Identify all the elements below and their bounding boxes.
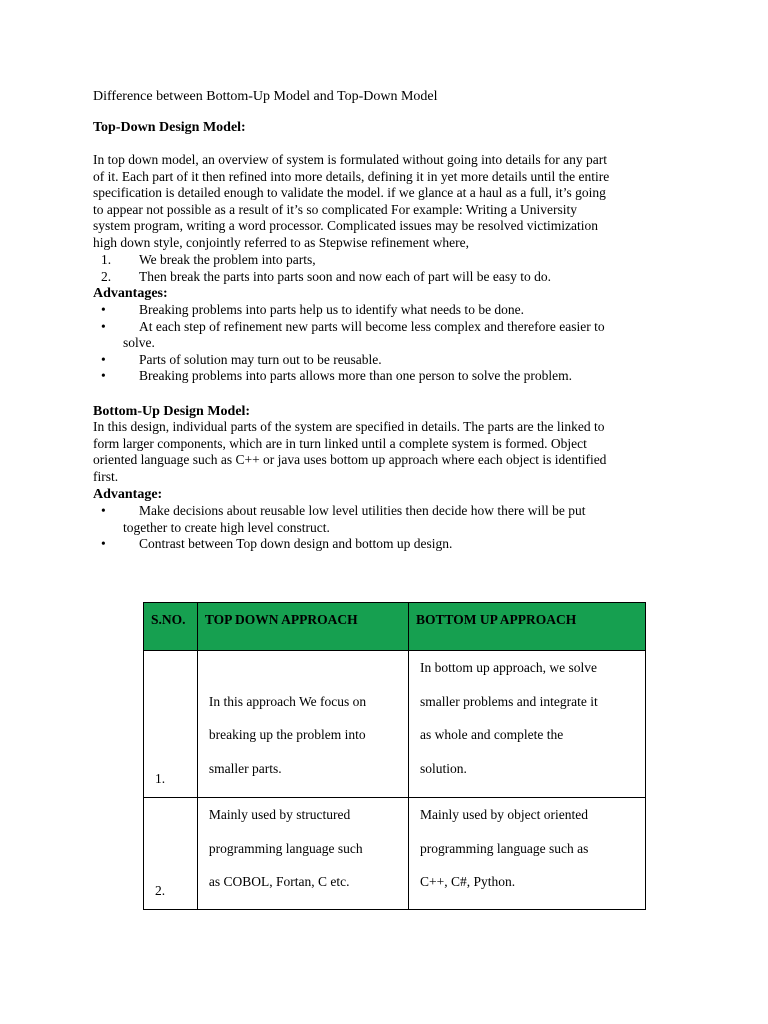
top-down-paragraph <box>93 152 693 252</box>
bottom-up-advantages-list <box>93 503 693 553</box>
paragraph-line: to appear not possible as a result of it’s so complicated For example: Writing a University <box>93 201 577 217</box>
bullet-icon: • <box>101 351 106 367</box>
bottom-up-paragraph <box>93 419 693 485</box>
list-item-text: Make decisions about reusable low level utilities then decide how there will be put <box>139 503 586 518</box>
list-item <box>93 536 693 553</box>
paragraph-line: of it. Each part of it then refined into more details, defining it in yet more details until the entire <box>93 168 610 184</box>
list-item-text: Parts of solution may turn out to be reusable. <box>139 351 382 367</box>
table-row <box>144 651 646 798</box>
cell-line: Mainly used by structured <box>208 807 351 822</box>
bullet-icon: • <box>101 503 106 518</box>
list-item <box>93 352 693 369</box>
list-item-text: Contrast between Top down design and bottom up design. <box>139 536 453 552</box>
cell-line: as COBOL, Fortan, C etc. <box>208 874 350 889</box>
paragraph-line: form larger components, which are in turn linked until a complete system is formed. Object <box>93 435 587 451</box>
bullet-icon: • <box>101 368 106 384</box>
paragraph-line: specification is detailed enough to validate the model. if we glance at a haul as a full, it’s going <box>93 185 606 201</box>
bottom-up-heading: Bottom-Up Design Model: <box>93 404 251 419</box>
table-header-row <box>144 603 646 651</box>
document-title: Difference between Bottom-Up Model and Top-Down Model <box>93 89 438 104</box>
list-item <box>93 269 693 286</box>
bullet-icon: • <box>101 302 106 317</box>
paragraph-line: high down style, conjointly referred to as Stepwise refinement where, <box>93 234 470 250</box>
list-item-continuation: solve. <box>123 335 155 351</box>
cell-line: smaller parts. <box>208 760 282 776</box>
list-number: 2. <box>101 268 112 284</box>
header-top-down <box>197 603 408 651</box>
list-number: 1. <box>101 252 112 267</box>
list-item-text: Breaking problems into parts allows more than one person to solve the problem. <box>139 368 573 384</box>
header-label: BOTTOM UP APPROACH <box>416 612 577 627</box>
sno-cell <box>144 798 198 910</box>
header-sno <box>144 603 198 651</box>
cell-line: In this approach We focus on <box>208 693 367 709</box>
paragraph-line: oriented language such as C++ or java uses bottom up approach where each object is identified <box>93 452 607 468</box>
list-item-text: At each step of refinement new parts will become less complex and therefore easier to <box>139 318 605 334</box>
list-item-continuation: together to create high level construct. <box>123 519 330 535</box>
list-item <box>93 368 693 385</box>
sno-value: 2. <box>155 883 166 898</box>
paragraph-line: In top down model, an overview of system is formulated without going into details for any part <box>93 152 608 167</box>
header-label: S.NO. <box>151 612 186 627</box>
cell-line: C++, C#, Python. <box>420 874 516 889</box>
cell-line: smaller problems and integrate it <box>420 693 598 709</box>
bottom-up-cell <box>409 798 646 910</box>
list-item <box>93 319 693 352</box>
advantages-heading: Advantages: <box>93 286 168 301</box>
top-down-cell <box>197 798 408 910</box>
advantage-heading: Advantage: <box>93 487 163 502</box>
bullet-icon: • <box>101 536 106 552</box>
sno-cell <box>144 651 198 798</box>
cell-line: Mainly used by object oriented <box>420 807 588 822</box>
list-item-text: We break the problem into parts, <box>139 252 316 267</box>
paragraph-line: system program, writing a word processor. Complicated issues may be resolved victimization <box>93 218 599 234</box>
list-item <box>93 302 693 319</box>
cell-line: In bottom up approach, we solve <box>420 660 597 675</box>
list-item <box>93 252 693 269</box>
cell-line: solution. <box>420 760 467 776</box>
header-bottom-up <box>409 603 646 651</box>
top-down-heading: Top-Down Design Model: <box>93 120 246 135</box>
list-item-text: Breaking problems into parts help us to identify what needs to be done. <box>139 302 525 317</box>
header-label: TOP DOWN APPROACH <box>204 612 358 627</box>
list-item <box>93 503 693 536</box>
paragraph-line: In this design, individual parts of the system are specified in details. The parts are the linked to <box>93 419 605 434</box>
cell-line: as whole and complete the <box>420 727 564 742</box>
list-item-text: Then break the parts into parts soon and now each of part will be easy to do. <box>139 268 552 284</box>
cell-line: programming language such <box>208 840 363 856</box>
bullet-icon: • <box>101 318 106 334</box>
top-down-advantages-list <box>93 302 693 385</box>
table-row <box>144 798 646 910</box>
paragraph-line: first. <box>93 468 119 484</box>
sno-value: 1. <box>155 771 166 786</box>
cell-line: breaking up the problem into <box>208 727 366 742</box>
cell-line: programming language such as <box>420 840 589 856</box>
cell-line <box>209 651 402 685</box>
top-down-steps-list <box>93 252 693 285</box>
top-down-cell <box>197 651 408 798</box>
comparison-table <box>143 602 646 910</box>
bottom-up-cell <box>409 651 646 798</box>
